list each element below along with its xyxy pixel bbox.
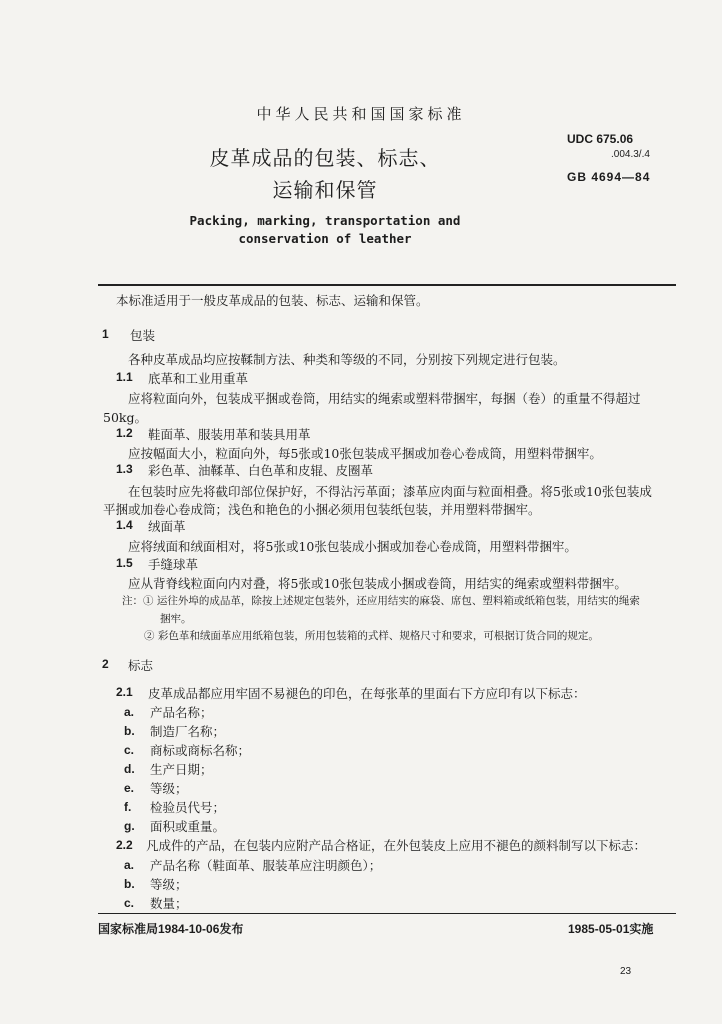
list-item-text: 数量； bbox=[150, 896, 188, 911]
list-item-text: 商标或商标名称； bbox=[150, 743, 251, 758]
section-1-3-text-b: 平捆或加卷心卷成筒；浅色和艳色的小捆必须用包装纸包装，并用塑料带捆牢。 bbox=[103, 502, 541, 517]
section-1-1-text-a: 应将粒面向外，包装成平捆或卷筒，用结实的绳索或塑料带捆牢，每捆（卷）的重量不得超过 bbox=[128, 391, 641, 406]
section-1-3-text-a: 在包装时应先将截印部位保护好，不得沾污革面；漆革应肉面与粒面相叠。将5张或10张包装成 bbox=[128, 484, 652, 499]
intro-paragraph: 本标准适用于一般皮革成品的包装、标志、运输和保管。 bbox=[116, 293, 429, 308]
list-item-letter: a. bbox=[124, 858, 135, 872]
section-1-4-number: 1.4 bbox=[116, 518, 133, 532]
list-item-text: 制造厂名称； bbox=[150, 724, 226, 739]
title-zh-line-1: 皮革成品的包装、标志、 bbox=[209, 146, 441, 170]
standard-label: 中华人民共和国国家标准 bbox=[256, 105, 466, 123]
footer-divider bbox=[98, 913, 676, 914]
list-item-text: 生产日期； bbox=[150, 762, 213, 777]
section-1-1-number: 1.1 bbox=[116, 370, 133, 384]
effective-date: 1985-05-01实施 bbox=[568, 922, 654, 936]
list-item-text: 等级； bbox=[150, 781, 188, 796]
title-en-line-1: Packing, marking, transportation and bbox=[189, 213, 461, 228]
document-title-en bbox=[110, 212, 540, 248]
page-number: 23 bbox=[620, 966, 632, 977]
section-1-4-text: 应将绒面和绒面相对，将5张或10张包装成小捆或加卷心卷成筒，用塑料带捆牢。 bbox=[128, 539, 577, 554]
section-1-5-text: 应从背脊线粒面向内对叠，将5张或10张包装成小捆或卷筒，用结实的绳索或塑料带捆牢。 bbox=[128, 576, 627, 591]
title-zh-line-2: 运输和保管 bbox=[272, 178, 378, 202]
list-item-letter: c. bbox=[124, 896, 135, 910]
section-1-5-title: 手缝球革 bbox=[148, 557, 199, 572]
section-2-1-number: 2.1 bbox=[116, 685, 133, 699]
list-item-letter: c. bbox=[124, 743, 135, 757]
gb-number: GB 4694—84 bbox=[567, 170, 651, 184]
section-1-4-title: 绒面革 bbox=[148, 519, 186, 534]
list-item-text: 产品名称； bbox=[150, 705, 213, 720]
section-2-2-number: 2.2 bbox=[116, 838, 133, 852]
title-en-line-2: conservation of leather bbox=[238, 231, 412, 246]
list-item-text: 检验员代号； bbox=[150, 800, 226, 815]
section-1-number: 1 bbox=[102, 327, 109, 341]
list-item-letter: d. bbox=[124, 762, 135, 776]
section-1-title: 包装 bbox=[130, 328, 156, 343]
udc-line-2: .004.3/.4 bbox=[611, 149, 650, 160]
section-1-2-title: 鞋面革、服装用革和装具用革 bbox=[148, 427, 311, 442]
section-1-5-number: 1.5 bbox=[116, 556, 133, 570]
section-2-title: 标志 bbox=[128, 658, 154, 673]
section-1-1-text-b: 50kg。 bbox=[103, 410, 147, 425]
header-divider bbox=[98, 284, 676, 286]
udc-line-1: UDC 675.06 bbox=[567, 132, 634, 146]
list-item-letter: g. bbox=[124, 819, 135, 833]
list-item-text: 等级； bbox=[150, 877, 188, 892]
note-1-line-1: 注：① 运往外埠的成品革，除按上述规定包装外，还应用结实的麻袋、席包、塑料箱或纸箱包装，用结实的绳索 bbox=[122, 595, 640, 607]
section-1-text: 各种皮革成品均应按鞣制方法、种类和等级的不同，分别按下列规定进行包装。 bbox=[128, 352, 566, 367]
document-title-zh bbox=[140, 142, 510, 206]
section-1-2-text: 应按幅面大小，粒面向外，每5张或10张包装成平捆或加卷心卷成筒，用塑料带捆牢。 bbox=[128, 446, 602, 461]
list-item-letter: f. bbox=[124, 800, 132, 814]
issue-date: 国家标准局1984-10-06发布 bbox=[98, 922, 244, 936]
udc-classification bbox=[567, 132, 650, 162]
list-item-letter: a. bbox=[124, 705, 135, 719]
section-2-number: 2 bbox=[102, 657, 109, 671]
section-2-2-text: 凡成件的产品，在包装内应附产品合格证，在外包装皮上应用不褪色的颜料制写以下标志： bbox=[146, 838, 647, 853]
note-2: ② 彩色革和绒面革应用纸箱包装，所用包装箱的式样、规格尺寸和要求，可根据订货合同的规定。 bbox=[144, 630, 599, 642]
section-1-1-title: 底革和工业用重革 bbox=[148, 371, 249, 386]
note-1-line-2: 捆牢。 bbox=[160, 613, 192, 625]
section-1-2-number: 1.2 bbox=[116, 426, 133, 440]
section-2-1-text: 皮革成品都应用牢固不易褪色的印色，在每张革的里面右下方应印有以下标志： bbox=[148, 686, 586, 701]
section-1-3-number: 1.3 bbox=[116, 462, 133, 476]
list-item-letter: b. bbox=[124, 877, 135, 891]
section-1-3-title: 彩色革、油鞣革、白色革和皮辊、皮圈革 bbox=[148, 463, 374, 478]
list-item-letter: b. bbox=[124, 724, 135, 738]
list-item-letter: e. bbox=[124, 781, 135, 795]
list-item-text: 产品名称（鞋面革、服装革应注明颜色）； bbox=[150, 858, 382, 873]
list-item-text: 面积或重量。 bbox=[150, 819, 226, 834]
